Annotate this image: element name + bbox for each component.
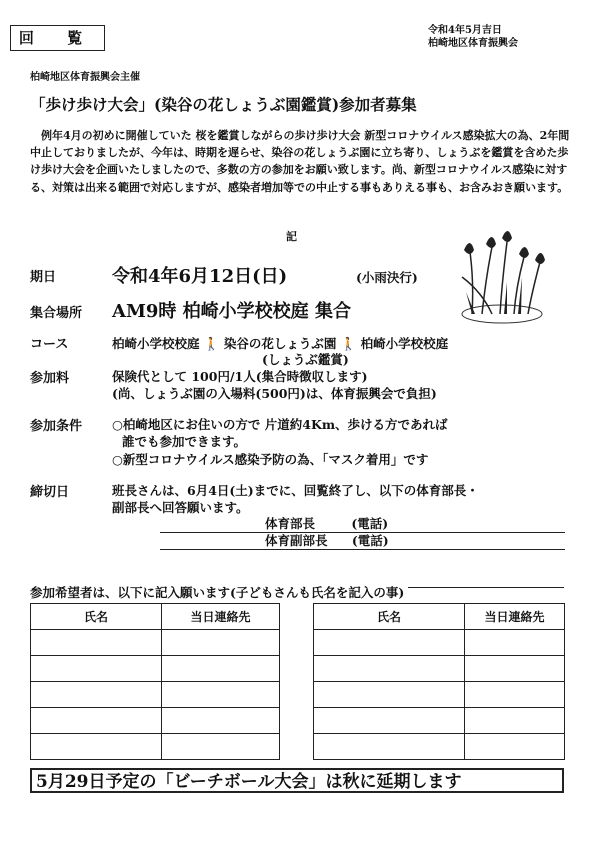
contact-cell[interactable] — [162, 630, 280, 656]
ki-heading: 記 — [286, 230, 297, 243]
rain-note: (小雨決行) — [356, 270, 418, 285]
contact-cell[interactable] — [162, 656, 280, 682]
name-cell[interactable] — [314, 734, 465, 760]
table-row — [31, 656, 280, 682]
intro-paragraph: 例年4月の初めに開催していた 桜を鑑賞しながらの歩け歩け大会 新型コロナウイルス感染拡大の為、2年間中止しておりましたが、今年は、時期を遅らせ、染谷の花しょうぶ園に立ち寄り、しょうぶを鑑賞を含めた歩け歩け大会を企画いたしましたので、多数の方の参加をお願い致します。尚、新型コロナウイルス感染に対する、対策は出来る範囲で対応しますが、感染者増加等での中止する事もありえる事も、お含みおき願います。 — [30, 129, 570, 194]
condition-line-1: ○柏崎地区にお住いの方で 片道約4Km、歩ける方であれば — [112, 417, 448, 432]
contact-cell[interactable] — [465, 708, 565, 734]
entry-table-left — [30, 603, 280, 760]
place-label: 集合場所 — [30, 306, 83, 321]
name-cell[interactable] — [314, 708, 465, 734]
fee-line-2: (尚、しょうぶ園の入場料(500円)は、体育振興会で負担) — [112, 386, 437, 401]
col-name: 氏名 — [314, 604, 465, 630]
walker-icon: 🚶 — [340, 336, 357, 351]
table-row — [314, 682, 565, 708]
event-date: 令和4年6月12日(日) — [112, 266, 288, 287]
contact-cell[interactable] — [465, 734, 565, 760]
course-mid: 染谷の花しょうぶ園 — [223, 336, 337, 351]
kairan-box: 回 覧 — [10, 25, 105, 51]
name-cell[interactable] — [31, 656, 162, 682]
name-cell[interactable] — [314, 630, 465, 656]
col-contact: 当日連絡先 — [162, 604, 280, 630]
deadline-label: 締切日 — [30, 485, 70, 500]
condition-label: 参加条件 — [30, 419, 83, 434]
name-cell[interactable] — [31, 708, 162, 734]
contact-cell[interactable] — [465, 682, 565, 708]
fee-line-1: 保険代として 100円/1人(集合時徴収します) — [112, 369, 368, 384]
condition-line-3: ○新型コロナウイルス感染予防の為、「マスク着用」です — [112, 452, 429, 467]
contact-cell[interactable] — [162, 734, 280, 760]
col-contact: 当日連絡先 — [465, 604, 565, 630]
date-label: 期日 — [30, 270, 57, 285]
table-row — [31, 708, 280, 734]
deadline-line-2: 副部長へ回答願います。 — [112, 500, 249, 515]
condition-line-2: 誰でも参加できます。 — [122, 434, 247, 449]
contact-cell[interactable] — [162, 682, 280, 708]
name-cell[interactable] — [31, 734, 162, 760]
course-start: 柏崎小学校校庭 — [112, 336, 200, 351]
name-cell[interactable] — [314, 682, 465, 708]
chief-phone: (電話) — [351, 516, 389, 531]
table-row — [31, 630, 280, 656]
course-end: 柏崎小学校校庭 — [360, 336, 449, 351]
entry-table-right — [313, 603, 565, 760]
issue-date: 令和4年5月吉日 — [428, 25, 502, 36]
table-row — [314, 656, 565, 682]
table-row — [314, 734, 565, 760]
sponsor: 柏崎地区体育振興会主催 — [30, 72, 140, 83]
iris-illustration — [452, 222, 552, 326]
table-row — [31, 734, 280, 760]
deadline-line-1: 班長さんは、6月4日(土)までに、回覧終了し、以下の体育部長・ — [112, 483, 479, 498]
fee-label: 参加料 — [30, 371, 70, 386]
header-date-block — [428, 24, 518, 50]
vice-phone: (電話) — [351, 533, 389, 548]
table-row — [314, 630, 565, 656]
contact-cell[interactable] — [465, 630, 565, 656]
meeting-place: AM9時 柏崎小学校校庭 集合 — [112, 301, 351, 322]
vice-label: 体育副部長 — [265, 533, 328, 548]
course-label: コース — [30, 337, 69, 352]
table-row — [31, 682, 280, 708]
vice-contact-row — [160, 531, 565, 550]
contact-cell[interactable] — [162, 708, 280, 734]
entry-instruction: 参加希望者は、以下に記入願います(子どもさんも氏名を記入の事) — [30, 583, 408, 601]
name-cell[interactable] — [314, 656, 465, 682]
walker-icon: 🚶 — [203, 336, 220, 351]
table-row — [314, 708, 565, 734]
page-title: 「歩け歩け大会」(染谷の花しょうぶ園鑑賞)参加者募集 — [30, 95, 417, 114]
chief-label: 体育部長 — [265, 516, 316, 531]
name-cell[interactable] — [31, 630, 162, 656]
name-cell[interactable] — [31, 682, 162, 708]
course-note: (しょうぶ鑑賞) — [262, 352, 349, 367]
contact-cell[interactable] — [465, 656, 565, 682]
col-name: 氏名 — [31, 604, 162, 630]
issuer-org: 柏崎地区体育振興会 — [428, 38, 518, 49]
postponement-banner: 5月29日予定の「ビーチボール大会」は秋に延期します — [30, 768, 564, 793]
